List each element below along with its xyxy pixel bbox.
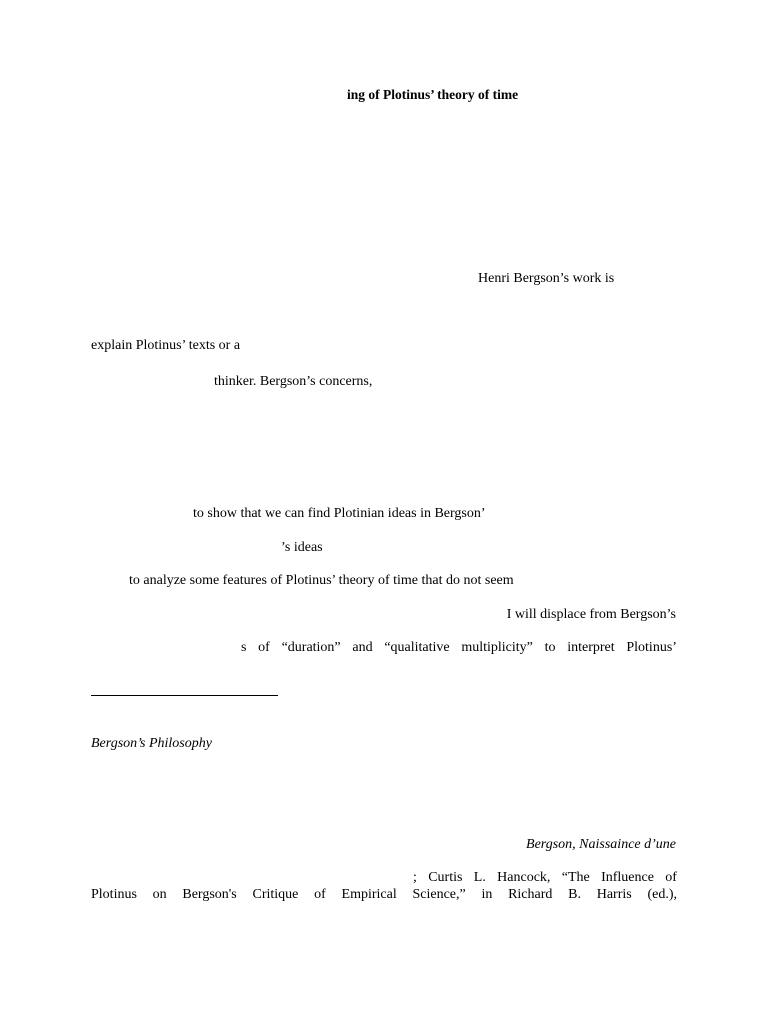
body-line-explain-texts: explain Plotinus’ texts or a — [91, 338, 241, 353]
word: s — [241, 640, 247, 655]
body-line-thinker-concerns: thinker. Bergson’s concerns, — [214, 374, 373, 389]
footnote-separator — [91, 695, 278, 696]
footnote-naissaince: Bergson, Naissaince d’une — [526, 837, 676, 852]
word: ; — [413, 870, 417, 885]
word: (ed.), — [647, 887, 677, 902]
word: of — [314, 887, 326, 902]
word: Richard — [508, 887, 553, 902]
footnote-hancock-line — [413, 869, 677, 887]
word: “duration” — [281, 640, 341, 655]
word: “qualitative — [384, 640, 450, 655]
word: Bergson's — [182, 887, 237, 902]
word: Influence — [601, 870, 654, 885]
word: L. — [473, 870, 486, 885]
word: Curtis — [428, 870, 463, 885]
footnote-plotinus-critique-line — [91, 886, 677, 904]
body-line-duration-multiplicity — [241, 639, 677, 657]
word: “The — [561, 870, 590, 885]
paper-title: ing of Plotinus’ theory of time — [347, 87, 519, 102]
word: of — [258, 640, 270, 655]
word: Plotinus’ — [626, 640, 677, 655]
word: Hancock, — [497, 870, 551, 885]
word: multiplicity” — [461, 640, 533, 655]
body-line-displace: I will displace from Bergson’s — [506, 607, 676, 622]
body-line-bergson-work: Henri Bergson’s work is — [478, 271, 615, 286]
word: in — [481, 887, 493, 902]
word: to — [544, 640, 556, 655]
word: B. — [568, 887, 581, 902]
word: Harris — [596, 887, 632, 902]
body-line-analyze-features: to analyze some features of Plotinus’ theory of time that do not seem — [129, 573, 514, 588]
word: Plotinus — [91, 887, 137, 902]
body-line-plotinian-ideas: to show that we can find Plotinian ideas in Bergson’ — [193, 506, 486, 521]
word: on — [152, 887, 167, 902]
word: Empirical — [341, 887, 397, 902]
body-line-ideas: ’s ideas — [281, 540, 323, 555]
footnote-bergsons-philosophy: Bergson’s Philosophy — [91, 736, 212, 751]
word: Science,” — [412, 887, 466, 902]
word: Critique — [252, 887, 299, 902]
word: and — [352, 640, 373, 655]
word: of — [665, 870, 677, 885]
word: interpret — [567, 640, 615, 655]
